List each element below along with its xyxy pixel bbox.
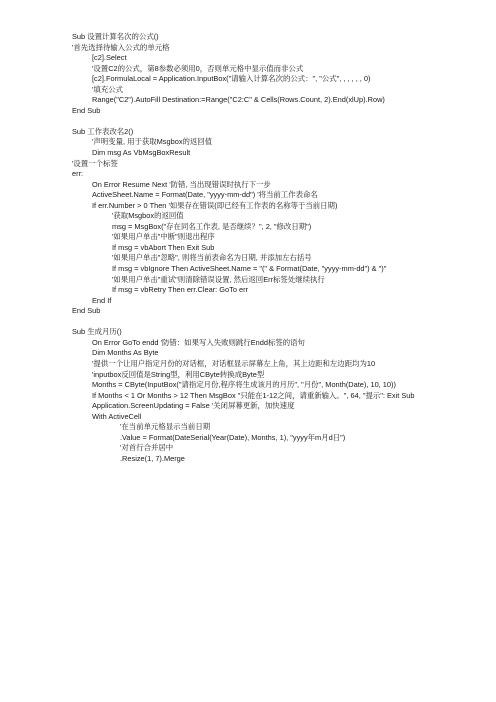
code-line: [c2].Select [92,53,127,63]
code-line: On Error Resume Next '防错, 当出现错误时执行下一步 [92,179,271,189]
code-line: If msg = vbIgnore Then ActiveSheet.Name = "(" & Format(Date, "yyyy-mm-dd") & ")" [112,264,387,274]
code-line: '对首行合并居中 [120,443,174,453]
code-line: End Sub [72,105,101,115]
code-line: If err.Number > 0 Then '如果存在错误(即已经有工作表的名称等于当前日期) [92,200,338,210]
code-line: 'inputbox反回值是String型，利用CByte转换成Byte型 [92,369,265,379]
code-line: End If [92,295,112,305]
code-line: '如果用户单击"中断"则退出程序 [112,232,215,242]
code-line: '声明变量, 用于获取Msgbox的返回值 [92,137,213,147]
code-line: msg = MsgBox("存在同名工作表, 是否继续？", 2, "修改日期") [112,221,312,231]
blank-line [0,317,496,328]
code-line: .Resize(1, 7).Merge [120,453,185,463]
code-line: Months = CByte(InputBox("请指定月份,程序将生成该月的月历", "月份", Month(Date), 10, 10)) [92,380,396,390]
code-line: Range("C2").AutoFill Destination:=Range("C2:C" & Cells(Rows.Count, 2).End(xlUp).Row) [92,95,385,105]
code-line: '如果用户单击"重试"则清除错误设置, 然后返回Err标签处继续执行 [112,274,325,284]
code-line: With ActiveCell [92,411,142,421]
code-line: '首先选择待输入公式的单元格 [72,42,170,52]
code-line: If msg = vbAbort Then Exit Sub [112,242,215,252]
blank-line [0,116,496,127]
code-line: Sub 工作表改名2() [72,126,134,136]
code-line: Sub 设置计算名次的公式() [72,32,159,41]
code-line: '设置C2的公式，第8参数必须用0，否则单元格中显示值而非公式 [92,63,304,73]
code-line: '如果用户单击"忽略", 则将当前表命名为日期, 并添加左右括号 [112,253,312,263]
code-line: '提供一个让用户指定月份的对话框，对话框显示屏幕左上角，其上边距和左边距均为10 [92,358,376,368]
code-line: '在当前单元格显示当前日期 [120,422,211,432]
code-line: ActiveSheet.Name = Format(Date, "yyyy-mm-dd") '将当前工作表命名 [92,190,318,200]
code-line: On Error GoTo endd '防错：如果写入失败则跳行Endd标签的语句 [92,337,305,347]
code-line: If Months < 1 Or Months > 12 Then MsgBox "只能在1-12之间，请重新输入。", 64, "提示": Exit Sub [92,390,415,400]
code-line: .Value = Format(DateSerial(Year(Date), Months, 1), "yyyy年m月d日") [120,432,346,442]
code-line: '设置一个标签 [72,158,118,168]
code-line: Application.ScreenUpdating = False '关闭屏幕更新，加快速度 [92,401,295,411]
code-line: Dim Months As Byte [92,348,159,358]
code-line: End Sub [72,306,101,316]
code-line: Dim msg As VbMsgBoxResult [92,148,191,158]
code-line: If msg = vbRetry Then err.Clear: GoTo err [112,285,249,295]
code-line: Sub 生成月历() [72,327,122,337]
vba-code-document [0,32,496,464]
code-line: '获取Msgbox的返回值 [112,211,184,221]
code-line: [c2].FormulaLocal = Application.InputBox("请输入计算名次的公式：", "公式", , , , , , 0) [92,74,371,84]
code-line: '填充公式 [92,84,123,94]
code-line: err: [72,169,84,179]
